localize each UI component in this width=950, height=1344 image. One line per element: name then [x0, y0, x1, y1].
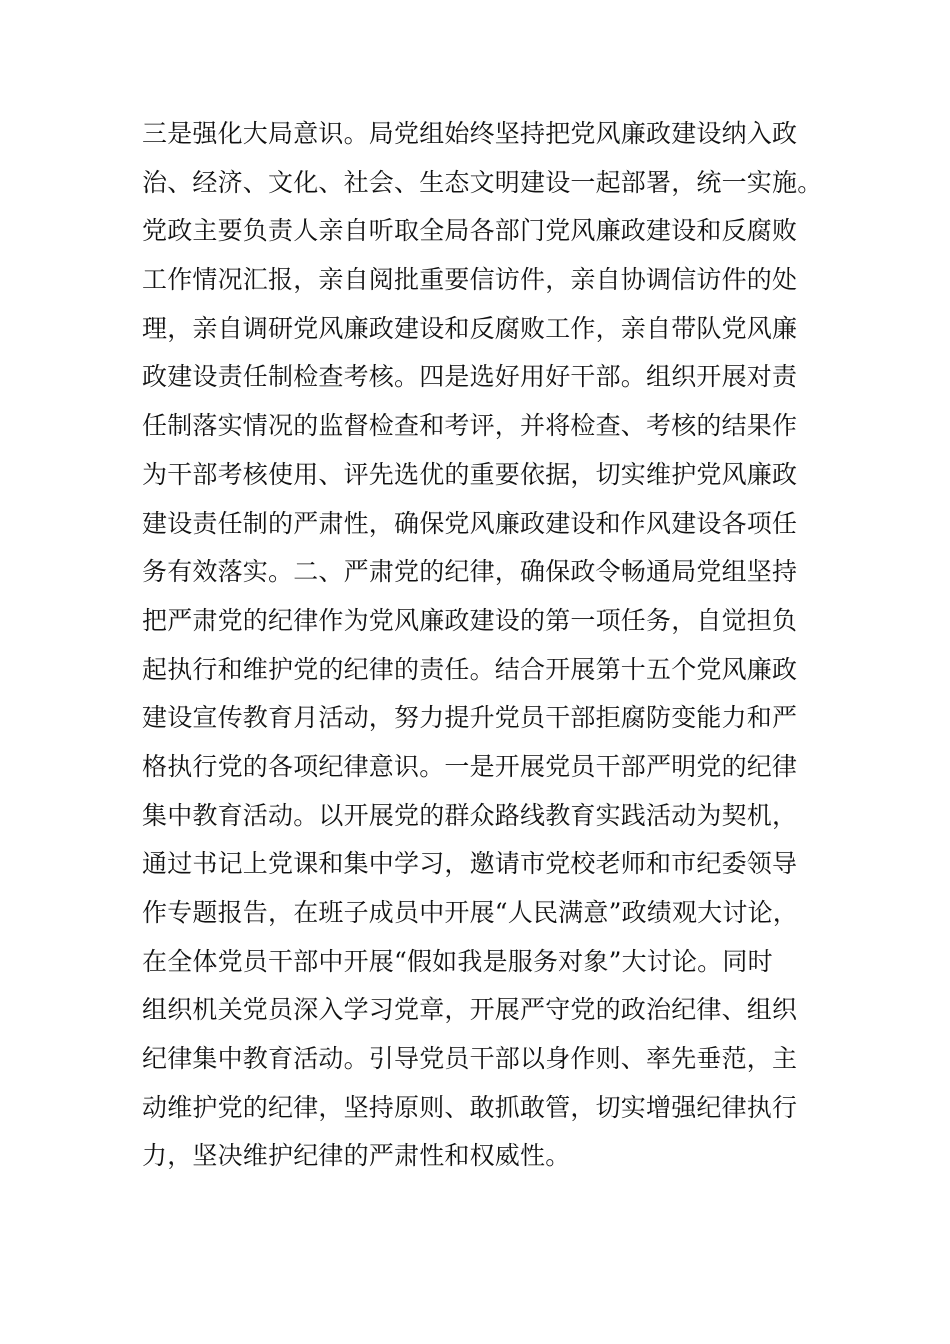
text-line: 理，亲自调研党风廉政建设和反腐败工作，亲自带队党风廉 [142, 313, 798, 343]
text-line: 为干部考核使用、评先选优的重要依据，切实维护党风廉政 [142, 459, 798, 489]
text-line: 起执行和维护党的纪律的责任。结合开展第十五个党风廉政 [142, 654, 798, 684]
text-line: 任制落实情况的监督检查和考评，并将检查、考核的结果作 [142, 411, 798, 441]
text-line: 把严肃党的纪律作为党风廉政建设的第一项任务，自觉担负 [142, 605, 798, 635]
text-line: 政建设责任制检查考核。四是选好用好干部。组织开展对责 [142, 362, 798, 392]
text-line: 三是强化大局意识。局党组始终坚持把党风廉政建设纳入政 [142, 119, 798, 148]
text-line: 力，坚决维护纪律的严肃性和权威性。 [142, 1141, 571, 1171]
text-line: 格执行党的各项纪律意识。一是开展党员干部严明党的纪律 [142, 751, 798, 781]
text-line: 集中教育活动。以开展党的群众路线教育实践活动为契机， [142, 800, 798, 830]
text-line: 作专题报告，在班子成员中开展“人民满意”政绩观大讨论， [142, 898, 798, 927]
text-line: 通过书记上党课和集中学习，邀请市党校老师和市纪委领导 [142, 849, 798, 879]
text-line: 务有效落实。二、严肃党的纪律，确保政令畅通局党组坚持 [142, 557, 798, 587]
text-line: 建设宣传教育月活动，努力提升党员干部拒腐防变能力和严 [142, 703, 798, 733]
text-line: 在全体党员干部中开展“假如我是服务对象”大讨论。同时 [142, 946, 773, 976]
body-text [142, 110, 842, 1181]
text-line: 工作情况汇报，亲自阅批重要信访件，亲自协调信访件的处 [142, 265, 798, 295]
text-line: 组织机关党员深入学习党章，开展严守党的政治纪律、组织 [142, 995, 798, 1025]
text-line: 动维护党的纪律，坚持原则、敢抓敢管，切实增强纪律执行 [142, 1092, 798, 1122]
text-line: 治、经济、文化、社会、生态文明建设一起部署，统一实施。 [142, 167, 823, 197]
text-line: 纪律集中教育活动。引导党员干部以身作则、率先垂范，主 [142, 1044, 798, 1074]
text-line: 建设责任制的严肃性，确保党风廉政建设和作风建设各项任 [142, 508, 798, 538]
text-line: 党政主要负责人亲自听取全局各部门党风廉政建设和反腐败 [142, 216, 798, 246]
